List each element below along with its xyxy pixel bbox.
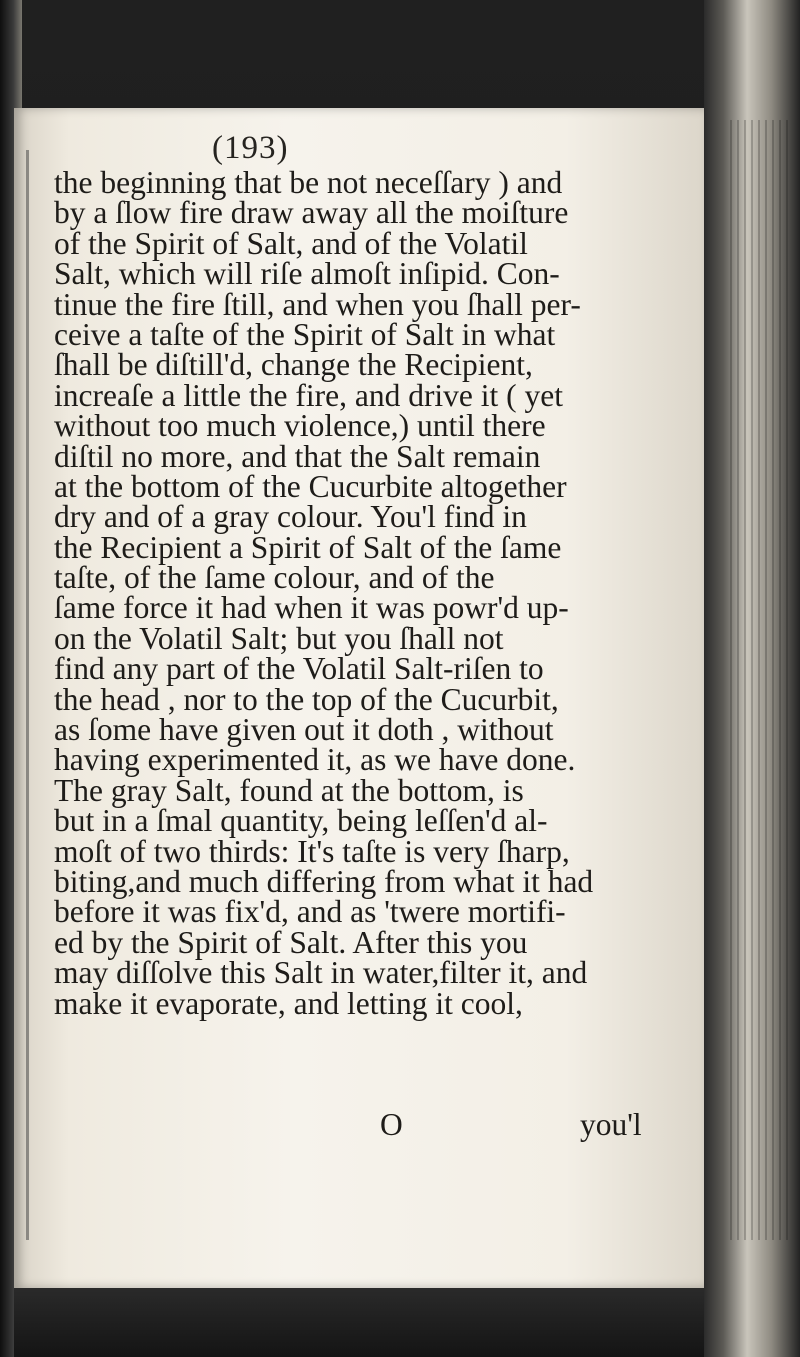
text-line: may diſſolve this Salt in water,filter it, and xyxy=(54,955,588,991)
text-line: moſt of two thirds: It's taſte is very ſharp, xyxy=(54,833,570,869)
signature-mark: O xyxy=(380,1107,403,1142)
text-line: by a ſlow fire draw away all the moiſture xyxy=(54,195,569,231)
text-line: the Recipient a Spirit of Salt of the ſame xyxy=(54,529,562,565)
text-line: increaſe a little the fire, and drive it ( yet xyxy=(54,377,564,413)
text-line: of the Spirit of Salt, and of the Volatil xyxy=(54,225,528,261)
text-line: at the bottom of the Cucurbite altogether xyxy=(54,468,567,504)
text-line: make it evaporate, and letting it cool, xyxy=(54,985,523,1021)
text-line: biting,and much differing from what it had xyxy=(54,863,594,899)
text-line: tinue the fire ſtill, and when you ſhall per- xyxy=(54,286,581,322)
body-text xyxy=(54,165,694,1021)
text-line: taſte, of the ſame colour, and of the xyxy=(54,560,495,596)
catchword: you'l xyxy=(580,1107,642,1142)
text-line: on the Volatil Salt; but you ſhall not xyxy=(54,620,504,656)
margin-shadow xyxy=(26,150,29,1240)
text-line: dry and of a gray colour. You'l find in xyxy=(54,499,527,535)
text-line: but in a ſmal quantity, being leſſen'd al- xyxy=(54,803,548,839)
page-edges-texture xyxy=(730,120,790,1240)
text-line: as ſome have given out it doth , without xyxy=(54,712,554,748)
page-bottom-edge xyxy=(14,1288,714,1357)
text-line: before it was fix'd, and as 'twere mortifi- xyxy=(54,894,566,930)
text-line: Salt, which will riſe almoſt inſipid. Con- xyxy=(54,256,560,292)
text-line: without too much violence,) until there xyxy=(54,408,546,444)
page-number: (193) xyxy=(212,130,289,166)
text-line: The gray Salt, found at the bottom, is xyxy=(54,772,524,808)
text-line: ceive a taſte of the Spirit of Salt in what xyxy=(54,316,556,352)
text-line: ſhall be diſtill'd, change the Recipient, xyxy=(54,347,533,383)
text-line: the head , nor to the top of the Cucurbit, xyxy=(54,681,559,717)
text-line: ſame force it had when it was powr'd up- xyxy=(54,590,569,626)
text-line: find any part of the Volatil Salt-riſen to xyxy=(54,651,544,687)
text-line: having experimented it, as we have done. xyxy=(54,742,576,778)
text-line: ed by the Spirit of Salt. After this you xyxy=(54,924,528,960)
text-line: the beginning that be not neceſſary ) and xyxy=(54,165,563,200)
text-line: diſtil no more, and that the Salt remain xyxy=(54,438,541,474)
